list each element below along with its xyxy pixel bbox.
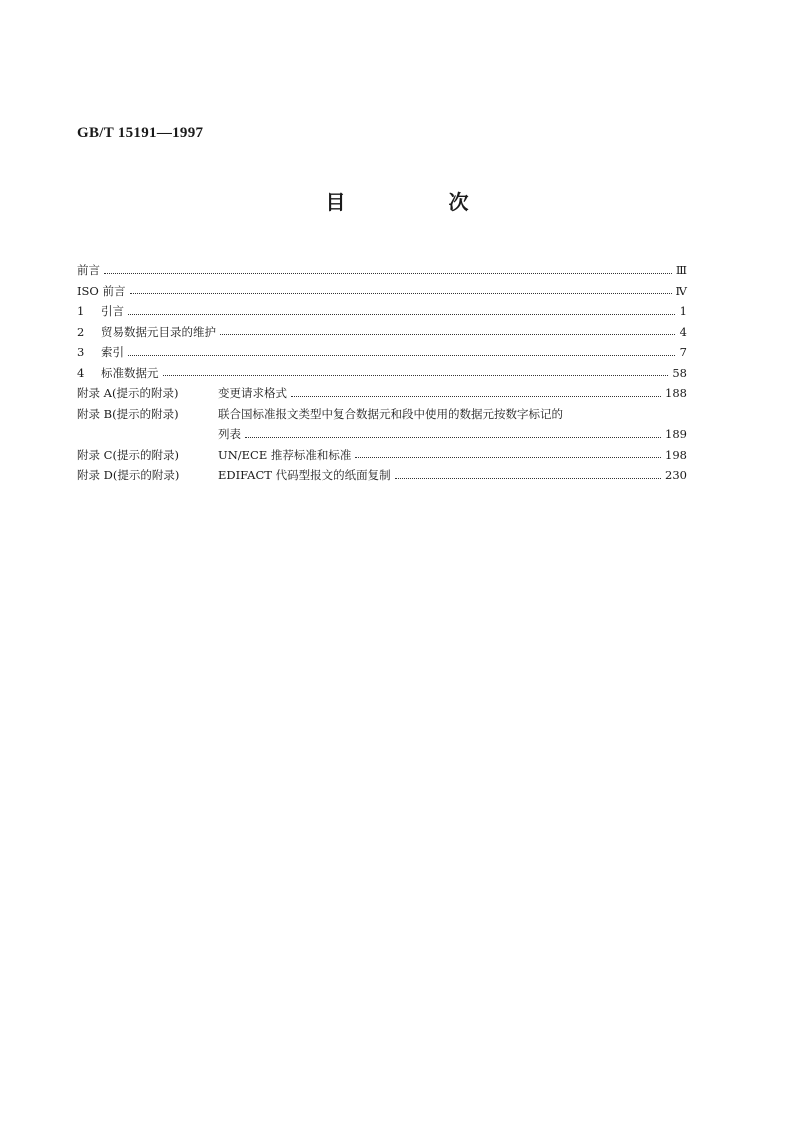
toc-entry-label: 引言 xyxy=(101,304,124,318)
leader-dots xyxy=(245,429,661,438)
toc-entry-3[interactable] xyxy=(77,342,687,363)
appendix-prefix: 附录 D(提示的附录) xyxy=(77,468,180,482)
leader-dots xyxy=(291,388,661,397)
leader-dots xyxy=(128,306,675,315)
toc-entry-label-continuation: 列表 xyxy=(218,427,241,441)
toc-entry-appendix-b-continuation[interactable] xyxy=(77,424,687,445)
toc-entry-appendix-a[interactable] xyxy=(77,383,687,404)
toc-entry-page: 58 xyxy=(672,365,687,380)
toc-entry-2[interactable] xyxy=(77,322,687,343)
toc-entry-label: 前言 xyxy=(77,263,100,277)
table-of-contents xyxy=(77,260,687,486)
toc-entry-label: 贸易数据元目录的维护 xyxy=(101,324,216,339)
leader-dots xyxy=(104,265,672,274)
toc-entry-appendix-b[interactable] xyxy=(77,404,687,425)
leader-dots xyxy=(130,285,672,294)
toc-entry-label: 标准数据元 xyxy=(101,365,159,380)
toc-entry-label: ISO 前言 xyxy=(77,283,126,298)
toc-entry-page: 1 xyxy=(679,304,687,318)
leader-dots xyxy=(395,470,661,479)
leader-dots xyxy=(355,449,661,458)
toc-entry-number: 1 xyxy=(77,304,85,318)
toc-entry-page: 188 xyxy=(665,386,687,400)
leader-dots xyxy=(220,326,675,335)
toc-entry-page: 4 xyxy=(679,324,687,339)
standard-code: GB/T 15191—1997 xyxy=(77,125,204,141)
toc-entry-appendix-d[interactable] xyxy=(77,465,687,486)
toc-entry-number: 4 xyxy=(77,365,85,380)
toc-entry-page: 198 xyxy=(665,447,687,462)
toc-entry-label: 索引 xyxy=(101,345,124,359)
toc-entry-label: EDIFACT 代码型报文的纸面复制 xyxy=(218,468,391,482)
toc-entry-number: 3 xyxy=(77,345,85,359)
toc-entry-page: Ⅳ xyxy=(675,283,687,298)
toc-entry-number: 2 xyxy=(77,324,85,339)
appendix-prefix: 附录 A(提示的附录) xyxy=(77,386,179,400)
page-title: 目 次 xyxy=(325,190,517,214)
toc-entry-4[interactable] xyxy=(77,363,687,384)
appendix-prefix: 附录 C(提示的附录) xyxy=(77,447,179,462)
toc-entry-page: Ⅲ xyxy=(675,263,687,277)
leader-dots xyxy=(163,367,669,376)
leader-dots xyxy=(128,347,675,356)
toc-entry-page: 230 xyxy=(665,468,687,482)
toc-entry-page: 7 xyxy=(679,345,687,359)
toc-entry-label: 变更请求格式 xyxy=(218,386,287,400)
toc-entry-page: 189 xyxy=(665,427,687,441)
toc-entry-label: UN/ECE 推荐标准和标准 xyxy=(218,447,352,462)
toc-entry-iso-preface[interactable] xyxy=(77,281,687,302)
toc-entry-preface[interactable] xyxy=(77,260,687,281)
appendix-prefix: 附录 B(提示的附录) xyxy=(77,406,179,421)
toc-entry-label: 联合国标准报文类型中复合数据元和段中使用的数据元按数字标记的 xyxy=(218,406,563,421)
toc-entry-appendix-c[interactable] xyxy=(77,445,687,466)
toc-entry-1[interactable] xyxy=(77,301,687,322)
